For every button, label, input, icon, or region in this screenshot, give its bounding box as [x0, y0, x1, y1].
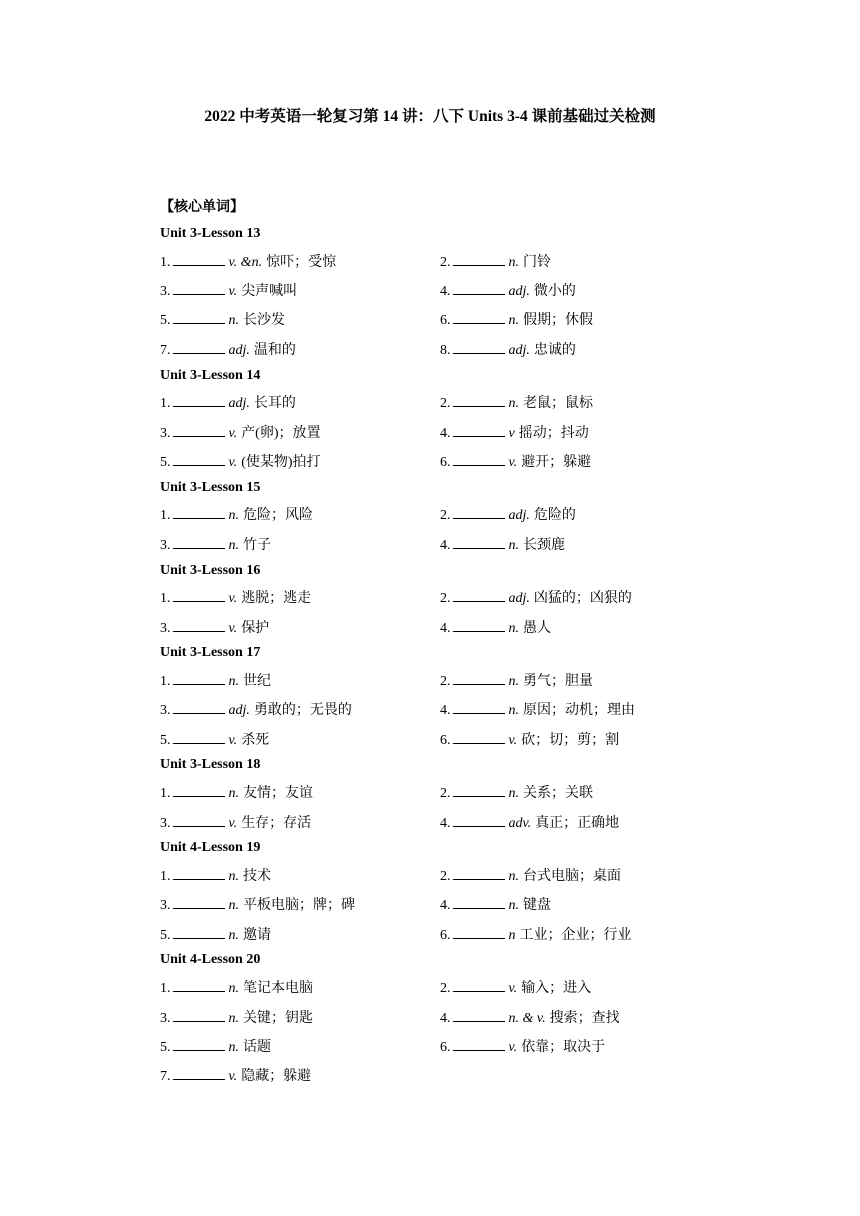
meaning: 生存；存活 [241, 815, 312, 831]
meaning: 摇动；抖动 [518, 425, 589, 441]
item-number: 7. [160, 342, 171, 358]
part-of-speech: v. [228, 620, 238, 636]
item-number: 4. [440, 898, 451, 914]
item-number: 1. [160, 868, 171, 884]
item-number: 1. [160, 981, 171, 997]
part-of-speech: adj. [228, 703, 250, 719]
meaning: 邀请 [243, 927, 271, 943]
part-of-speech: v. [228, 425, 238, 441]
vocab-item [160, 670, 440, 690]
vocab-row [160, 890, 720, 919]
answer-blank[interactable] [173, 926, 225, 939]
part-of-speech: n. [508, 313, 519, 329]
vocab-item [440, 422, 720, 442]
vocab-item [160, 699, 440, 719]
vocab-item [440, 729, 720, 749]
item-number: 4. [440, 815, 451, 831]
vocab-item [160, 392, 440, 412]
answer-blank[interactable] [173, 453, 225, 466]
meaning: (使某物)拍打 [241, 455, 321, 471]
vocab-row [160, 1061, 720, 1090]
answer-blank[interactable] [173, 506, 225, 519]
answer-blank[interactable] [453, 536, 505, 549]
vocab-row [160, 500, 720, 529]
meaning: 键盘 [523, 898, 551, 914]
answer-blank[interactable] [173, 1009, 225, 1022]
vocab-item [440, 392, 720, 412]
meaning: 保护 [241, 620, 270, 636]
part-of-speech: n. [228, 898, 239, 914]
unit-title: Unit 3-Lesson 14 [160, 367, 261, 383]
item-number: 1. [160, 254, 171, 270]
item-number: 1. [160, 396, 171, 412]
item-number: 7. [160, 1069, 171, 1085]
item-number: 3. [160, 425, 171, 441]
answer-blank[interactable] [453, 589, 505, 602]
vocab-row [160, 388, 720, 417]
vocab-item [440, 782, 720, 802]
part-of-speech: n. [228, 981, 239, 997]
answer-blank[interactable] [173, 619, 225, 632]
vocab-item [160, 1065, 468, 1085]
part-of-speech: n. [508, 396, 519, 412]
part-of-speech: adj. [508, 284, 530, 300]
meaning: 搜索；查找 [549, 1010, 620, 1026]
part-of-speech: v. [228, 732, 238, 748]
part-of-speech: n. [508, 868, 519, 884]
vocab-row [160, 612, 720, 641]
meaning: 产(卵)；放置 [241, 425, 321, 441]
answer-blank[interactable] [453, 282, 505, 295]
vocab-item [160, 729, 440, 749]
answer-blank[interactable] [453, 672, 505, 685]
answer-blank[interactable] [453, 784, 505, 797]
document-title: 2022 中考英语一轮复习第 14 讲：八下 Units 3-4 课前基础过关检测 [204, 108, 656, 125]
part-of-speech: v. [228, 591, 238, 607]
item-number: 2. [440, 868, 451, 884]
vocab-row [160, 275, 720, 304]
item-number: 8. [440, 342, 451, 358]
answer-blank[interactable] [453, 506, 505, 519]
meaning: 工业；企业；行业 [519, 927, 632, 943]
vocab-row [160, 695, 720, 724]
vocab-row [160, 529, 720, 558]
answer-blank[interactable] [173, 341, 225, 354]
vocab-row [160, 919, 720, 948]
item-number: 1. [160, 508, 171, 524]
vocab-row [160, 446, 720, 475]
meaning: 长耳的 [253, 396, 296, 412]
vocab-list [160, 222, 720, 1090]
answer-blank[interactable] [173, 979, 225, 992]
meaning: 长颈鹿 [523, 537, 565, 553]
answer-blank[interactable] [173, 394, 225, 407]
answer-blank[interactable] [453, 453, 505, 466]
vocab-item [160, 504, 440, 524]
meaning: 关系；关联 [523, 786, 593, 802]
item-number: 4. [440, 537, 451, 553]
answer-blank[interactable] [453, 311, 505, 324]
vocab-row [160, 807, 720, 836]
vocab-item [440, 924, 720, 944]
part-of-speech: n. [508, 254, 519, 270]
answer-blank[interactable] [453, 1038, 505, 1051]
vocab-item [160, 1036, 440, 1056]
unit-title: Unit 3-Lesson 18 [160, 757, 261, 773]
vocab-item [440, 504, 720, 524]
meaning: 笔记本电脑 [243, 981, 313, 997]
meaning: 长沙发 [243, 313, 285, 329]
meaning: 危险；风险 [243, 508, 313, 524]
meaning: 避开；躲避 [521, 455, 592, 471]
meaning: 凶猛的；凶狠的 [533, 591, 632, 607]
meaning: 微小的 [533, 284, 576, 300]
vocab-item [160, 894, 440, 914]
item-number: 6. [440, 1039, 451, 1055]
item-number: 2. [440, 591, 451, 607]
vocab-item [160, 1007, 440, 1027]
part-of-speech: v. [508, 1039, 518, 1055]
item-number: 4. [440, 1010, 451, 1026]
item-number: 1. [160, 786, 171, 802]
vocab-item [440, 339, 720, 359]
item-number: 3. [160, 620, 171, 636]
meaning: 勇敢的；无畏的 [253, 703, 352, 719]
vocab-item [440, 812, 720, 832]
part-of-speech: n. [228, 508, 239, 524]
vocab-row [160, 860, 720, 889]
vocab-item [160, 977, 440, 997]
answer-blank[interactable] [173, 424, 225, 437]
vocab-item [440, 699, 720, 719]
answer-blank[interactable] [453, 394, 505, 407]
part-of-speech: adj. [508, 342, 530, 358]
vocab-item [160, 339, 440, 359]
part-of-speech: v. [228, 815, 238, 831]
answer-blank[interactable] [453, 814, 505, 827]
answer-blank[interactable] [453, 1009, 505, 1022]
answer-blank[interactable] [173, 253, 225, 266]
part-of-speech: n. [508, 703, 519, 719]
meaning: 原因；动机；理由 [523, 703, 635, 719]
item-number: 4. [440, 703, 451, 719]
answer-blank[interactable] [173, 672, 225, 685]
answer-blank[interactable] [173, 731, 225, 744]
meaning: 台式电脑；桌面 [523, 868, 621, 884]
meaning: 友情；友谊 [243, 786, 313, 802]
part-of-speech: v. [228, 455, 238, 471]
item-number: 6. [440, 313, 451, 329]
part-of-speech: n. [228, 1010, 239, 1026]
answer-blank[interactable] [453, 926, 505, 939]
vocab-item [160, 865, 440, 885]
item-number: 2. [440, 508, 451, 524]
vocab-item [160, 309, 440, 329]
meaning: 真正；正确地 [535, 815, 620, 831]
item-number: 3. [160, 898, 171, 914]
part-of-speech: n [508, 927, 516, 943]
meaning: 温和的 [253, 342, 296, 358]
meaning: 世纪 [243, 673, 271, 689]
vocab-row [160, 972, 720, 1001]
part-of-speech: v. [228, 1069, 238, 1085]
answer-blank[interactable] [453, 253, 505, 266]
meaning: 假期；休假 [523, 313, 593, 329]
part-of-speech: n. [508, 786, 519, 802]
item-number: 3. [160, 284, 171, 300]
meaning: 勇气；胆量 [523, 673, 593, 689]
meaning: 话题 [243, 1039, 271, 1055]
vocab-item [440, 280, 720, 300]
part-of-speech: n. [228, 868, 239, 884]
part-of-speech: n. [508, 537, 519, 553]
item-number: 3. [160, 815, 171, 831]
part-of-speech: n. [228, 786, 239, 802]
meaning: 平板电脑；牌；碑 [243, 898, 355, 914]
answer-blank[interactable] [173, 867, 225, 880]
meaning: 依靠；取决于 [521, 1039, 606, 1055]
vocab-row [160, 724, 720, 753]
vocab-row [160, 1031, 720, 1060]
part-of-speech: n. & v. [508, 1010, 546, 1026]
vocab-item [440, 1007, 720, 1027]
vocab-item [160, 422, 440, 442]
vocab-item [160, 924, 440, 944]
item-number: 2. [440, 254, 451, 270]
vocab-row [160, 417, 720, 446]
meaning: 老鼠；鼠标 [523, 396, 593, 412]
item-number: 5. [160, 927, 171, 943]
vocab-row [160, 665, 720, 694]
item-number: 5. [160, 455, 171, 471]
meaning: 输入；进入 [521, 981, 592, 997]
unit-title: Unit 3-Lesson 13 [160, 226, 261, 241]
meaning: 技术 [243, 868, 271, 884]
part-of-speech: v. [508, 732, 518, 748]
vocab-item [440, 894, 720, 914]
item-number: 5. [160, 732, 171, 748]
part-of-speech: v. [508, 455, 518, 471]
item-number: 3. [160, 1010, 171, 1026]
answer-blank[interactable] [173, 282, 225, 295]
part-of-speech: n. [508, 620, 519, 636]
part-of-speech: adj. [228, 342, 250, 358]
part-of-speech: adj. [228, 396, 250, 412]
vocab-row [160, 305, 720, 334]
vocab-item [440, 534, 720, 554]
item-number: 1. [160, 673, 171, 689]
item-number: 5. [160, 313, 171, 329]
answer-blank[interactable] [173, 1038, 225, 1051]
unit-title: Unit 3-Lesson 15 [160, 479, 261, 495]
vocab-item [160, 534, 440, 554]
answer-blank[interactable] [173, 1067, 225, 1080]
part-of-speech: v. [508, 981, 518, 997]
vocab-row [160, 246, 720, 275]
vocab-item [440, 587, 720, 607]
unit-title: Unit 3-Lesson 17 [160, 645, 261, 661]
section-heading: 【核心单词】 [160, 200, 244, 215]
vocab-item [160, 782, 440, 802]
item-number: 2. [440, 673, 451, 689]
answer-blank[interactable] [173, 896, 225, 909]
answer-blank[interactable] [453, 341, 505, 354]
part-of-speech: v. &n. [228, 254, 263, 270]
meaning: 隐藏；躲避 [241, 1069, 312, 1085]
answer-blank[interactable] [173, 536, 225, 549]
part-of-speech: n. [228, 927, 239, 943]
answer-blank[interactable] [173, 814, 225, 827]
answer-blank[interactable] [453, 867, 505, 880]
item-number: 1. [160, 591, 171, 607]
meaning: 杀死 [241, 732, 270, 748]
vocab-item [440, 451, 720, 471]
meaning: 惊吓；受惊 [266, 254, 337, 270]
vocab-item [160, 280, 440, 300]
answer-blank[interactable] [453, 619, 505, 632]
vocab-item [440, 670, 720, 690]
item-number: 6. [440, 455, 451, 471]
answer-blank[interactable] [453, 701, 505, 714]
part-of-speech: n. [228, 313, 239, 329]
answer-blank[interactable] [453, 424, 505, 437]
part-of-speech: n. [228, 537, 239, 553]
answer-blank[interactable] [173, 701, 225, 714]
item-number: 3. [160, 703, 171, 719]
meaning: 逃脱；逃走 [241, 591, 312, 607]
vocab-item [440, 617, 720, 637]
part-of-speech: adv. [508, 815, 532, 831]
item-number: 5. [160, 1039, 171, 1055]
unit-title: Unit 4-Lesson 19 [160, 840, 261, 856]
meaning: 关键；钥匙 [243, 1010, 313, 1026]
item-number: 2. [440, 981, 451, 997]
unit-title: Unit 4-Lesson 20 [160, 952, 261, 968]
vocab-item [440, 865, 720, 885]
answer-blank[interactable] [173, 589, 225, 602]
item-number: 6. [440, 927, 451, 943]
answer-blank[interactable] [453, 731, 505, 744]
part-of-speech: v. [228, 284, 238, 300]
item-number: 3. [160, 537, 171, 553]
vocab-item [160, 587, 440, 607]
vocab-row [160, 777, 720, 806]
vocab-item [440, 977, 720, 997]
vocab-item [440, 251, 720, 271]
item-number: 6. [440, 732, 451, 748]
answer-blank[interactable] [173, 784, 225, 797]
part-of-speech: n. [228, 673, 239, 689]
part-of-speech: n. [228, 1039, 239, 1055]
part-of-speech: adj. [508, 591, 530, 607]
part-of-speech: n. [508, 898, 519, 914]
meaning: 愚人 [523, 620, 551, 636]
vocab-item [440, 309, 720, 329]
unit-title: Unit 3-Lesson 16 [160, 562, 261, 578]
meaning: 危险的 [533, 508, 576, 524]
answer-blank[interactable] [173, 311, 225, 324]
answer-blank[interactable] [453, 979, 505, 992]
item-number: 2. [440, 396, 451, 412]
answer-blank[interactable] [453, 896, 505, 909]
vocab-row [160, 1002, 720, 1031]
meaning: 忠诚的 [533, 342, 576, 358]
vocab-row [160, 334, 720, 363]
meaning: 竹子 [243, 537, 271, 553]
vocab-item [440, 1036, 720, 1056]
meaning: 尖声喊叫 [241, 284, 298, 300]
part-of-speech: adj. [508, 508, 530, 524]
vocab-item [160, 451, 440, 471]
vocab-row [160, 583, 720, 612]
part-of-speech: n. [508, 673, 519, 689]
item-number: 4. [440, 425, 451, 441]
item-number: 4. [440, 284, 451, 300]
meaning: 门铃 [523, 254, 551, 270]
meaning: 砍；切；剪；割 [521, 732, 620, 748]
item-number: 4. [440, 620, 451, 636]
vocab-item [160, 617, 440, 637]
vocab-item [160, 251, 440, 271]
part-of-speech: v [508, 425, 515, 441]
item-number: 2. [440, 786, 451, 802]
vocab-item [160, 812, 440, 832]
